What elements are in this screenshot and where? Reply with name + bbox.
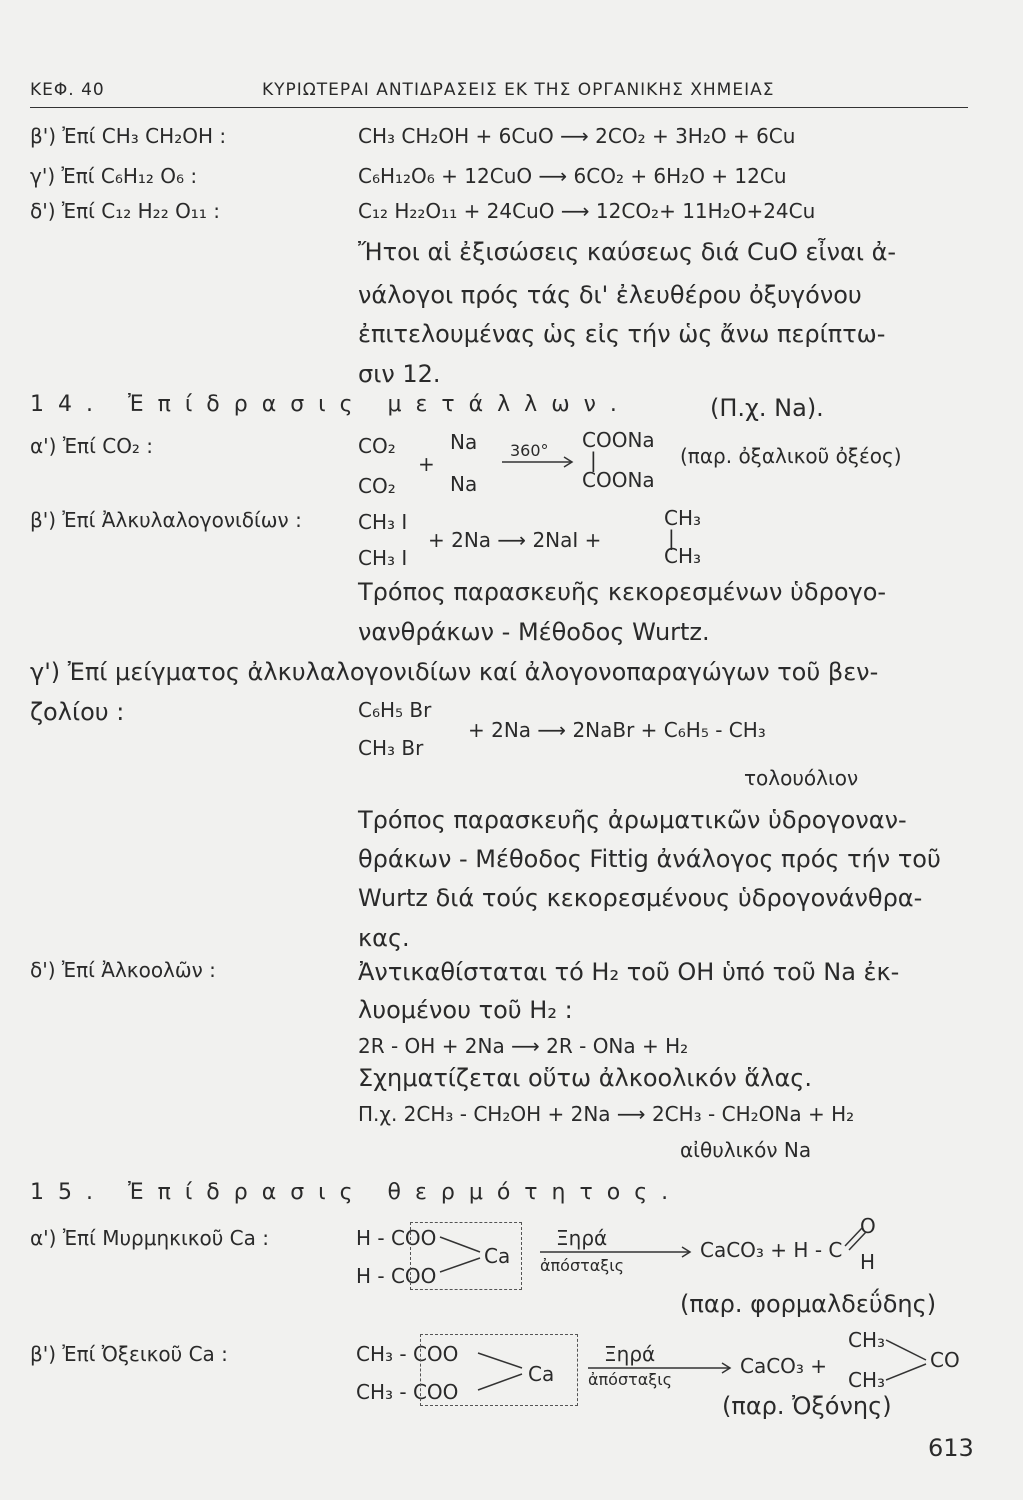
sec14-c-label-line1: γ') Ἐπί μείγματος ἀλκυλαλογονιδίων καί ἀλογονοπαραγώγων τοῦ βεν- (30, 658, 879, 686)
page-number: 613 (928, 1434, 974, 1462)
sec14-d-text-line2: λυομένου τοῦ H₂ : (358, 996, 573, 1024)
sec14-a-plus: + (418, 452, 435, 476)
page-title: ΚΥΡΙΩΤΕΡΑΙ ΑΝΤΙΔΡΑΣΕΙΣ ΕΚ ΤΗΣ ΟΡΓΑΝΙΚΗΣ ΧΗΜΕΙΑΣ (262, 80, 775, 100)
sec15-b-ketone-bond-bottom (886, 1364, 926, 1380)
sec15-a-calcium: Ca (484, 1244, 511, 1268)
sec14-b-product-bottom: CH₃ (664, 544, 702, 568)
sec14-d-text-line3: Σχηματίζεται οὕτω ἀλκοολικόν ἅλας. (358, 1064, 812, 1092)
sec15-b-product-ch3-bottom: CH₃ (848, 1368, 886, 1392)
sec14-title-note: (Π.χ. Na). (710, 394, 824, 422)
sec15-b-product-carbonyl: CO (930, 1348, 960, 1372)
sec15-b-dashed-box (420, 1334, 578, 1406)
sec13-note-line3: ἐπιτελουμένας ὡς εἰς τήν ὡς ἄνω περίπτω- (358, 320, 886, 348)
sec15-a-product-oxygen: O (860, 1214, 876, 1238)
sec14-b-reactant-bottom: CH₃ I (358, 546, 408, 570)
sec15-b-product: CaCO₃ + (740, 1354, 828, 1378)
sec14-a-product-bond: | (590, 448, 597, 472)
sec14-b-label: β') Ἐπί Ἀλκυλαλογονιδίων : (30, 508, 302, 532)
sec13-note-line2: νάλογοι πρός τάς δι' ἐλευθέρου ὀξυγόνου (358, 281, 862, 309)
sec15-b-reactant-bottom: CH₃ - COO (356, 1380, 459, 1404)
sec15-b-arrowhead (722, 1363, 730, 1373)
sec14-a-product-name: (παρ. ὀξαλικοῦ ὀξέος) (680, 444, 902, 468)
sec13-c-label: γ') Ἐπί C₆H₁₂ O₆ : (30, 164, 198, 188)
sec14-d-equation2: Π.χ. 2CH₃ - CH₂OH + 2Na ⟶ 2CH₃ - CH₂ONa + H₂ (358, 1102, 855, 1126)
header-rule (30, 107, 968, 108)
sec14-c-text-line3: Wurtz διά τούς κεκορεσμένους ὑδρογονάνθρα- (358, 884, 923, 912)
sec14-d-equation1: 2R - OH + 2Na ⟶ 2R - ONa + H₂ (358, 1034, 689, 1058)
sec15-b-calcium: Ca (528, 1362, 555, 1386)
sec14-d-text-line1: Ἀντικαθίσταται τό H₂ τοῦ OH ὑπό τοῦ Na ἐκ- (358, 958, 900, 986)
sec13-b-equation: CH₃ CH₂OH + 6CuO ⟶ 2CO₂ + 3H₂O + 6Cu (358, 124, 796, 148)
sec15-b-ketone-bond-top (886, 1340, 926, 1360)
sec13-b-label: β') Ἐπί CH₃ CH₂OH : (30, 124, 227, 148)
sec15-b-label: β') Ἐπί Ὀξεικοῦ Ca : (30, 1342, 228, 1366)
sec14-a-co2-top: CO₂ (358, 434, 396, 458)
sec14-a-product-top: COONa (582, 428, 655, 452)
sec15-b-condition-bottom: ἀπόσταξις (588, 1370, 673, 1389)
sec14-a-product-bottom: COONa (582, 468, 655, 492)
sec15-a-reactant-bottom: H - COO (356, 1264, 437, 1288)
sec15-a-reactant-top: H - COO (356, 1226, 437, 1250)
sec15-a-dashed-box (410, 1222, 522, 1290)
sec14-b-product-bond: | (668, 526, 675, 550)
sec14-a-temperature: 360° (510, 441, 549, 460)
sec15-b-condition-top: Ξηρά (604, 1342, 656, 1366)
sec14-b-text-line1: Τρόπος παρασκευῆς κεκορεσμένων ὑδρογο- (358, 578, 887, 606)
sec15-a-arrowhead (682, 1247, 690, 1257)
chapter-label: ΚΕΦ. 40 (30, 80, 105, 100)
sec15-a-condition-top: Ξηρά (556, 1226, 608, 1250)
sec14-c-text-line2: θράκων - Μέθοδος Fittig ἀνάλογος πρός τήν τοῦ (358, 845, 941, 873)
sec14-title: 14. Ἐπίδρασις μετάλλων. (30, 392, 631, 417)
sec14-a-arrowhead (564, 457, 572, 467)
sec14-d-label: δ') Ἐπί Ἀλκοολῶν : (30, 958, 216, 982)
sec13-note-line4: σιν 12. (358, 360, 441, 388)
sec14-a-label: α') Ἐπί CO₂ : (30, 434, 154, 458)
sec15-a-product-name: (παρ. φορμαλδεΰδης) (680, 1290, 937, 1318)
sec15-b-reactant-top: CH₃ - COO (356, 1342, 459, 1366)
sec13-note-line1: Ἤτοι αἱ ἐξισώσεις καύσεως διά CuO εἶναι ἀ- (358, 238, 897, 266)
sec14-c-text-line4: κας. (358, 924, 410, 952)
sec15-a-label: α') Ἐπί Μυρμηκικοῦ Ca : (30, 1226, 269, 1250)
sec15-a-condition-bottom: ἀπόσταξις (540, 1256, 625, 1275)
sec15-a-product: CaCO₃ + H - C (700, 1238, 843, 1262)
sec15-a-product-hydrogen: H (860, 1250, 876, 1274)
sec15-title: 15. Ἐπίδρασις θερμότητος. (30, 1180, 683, 1205)
sec14-a-co2-bottom: CO₂ (358, 474, 396, 498)
sec14-c-text-line1: Τρόπος παρασκευῆς ἀρωματικῶν ὑδρογοναν- (358, 806, 907, 834)
sec14-c-reactant-top: C₆H₅ Br (358, 698, 432, 722)
sec14-b-product-top: CH₃ (664, 506, 702, 530)
sec14-b-equation: + 2Na ⟶ 2NaI + (428, 528, 602, 552)
sec14-c-equation: + 2Na ⟶ 2NaBr + C₆H₅ - CH₃ (468, 718, 766, 742)
sec14-a-na-bottom: Na (450, 472, 478, 496)
sec14-d-product-name: αἰθυλικόν Na (680, 1138, 812, 1162)
sec13-c-equation: C₆H₁₂O₆ + 12CuO ⟶ 6CO₂ + 6H₂O + 12Cu (358, 164, 787, 188)
sec13-d-equation: C₁₂ H₂₂O₁₁ + 24CuO ⟶ 12CO₂+ 11H₂O+24Cu (358, 199, 816, 223)
sec14-c-product-name: τολουόλιον (744, 766, 859, 790)
sec15-b-product-ch3-top: CH₃ (848, 1328, 886, 1352)
sec14-b-text-line2: νανθράκων - Μέθοδος Wurtz. (358, 618, 710, 646)
sec15-b-product-name: (παρ. Ὀξόνης) (722, 1392, 892, 1420)
sec14-c-reactant-bottom: CH₃ Br (358, 736, 424, 760)
sec14-a-na-top: Na (450, 430, 478, 454)
sec13-d-label: δ') Ἐπί C₁₂ H₂₂ O₁₁ : (30, 199, 220, 223)
sec14-c-label-line2: ζολίου : (30, 698, 125, 726)
sec14-b-reactant-top: CH₃ I (358, 510, 408, 534)
